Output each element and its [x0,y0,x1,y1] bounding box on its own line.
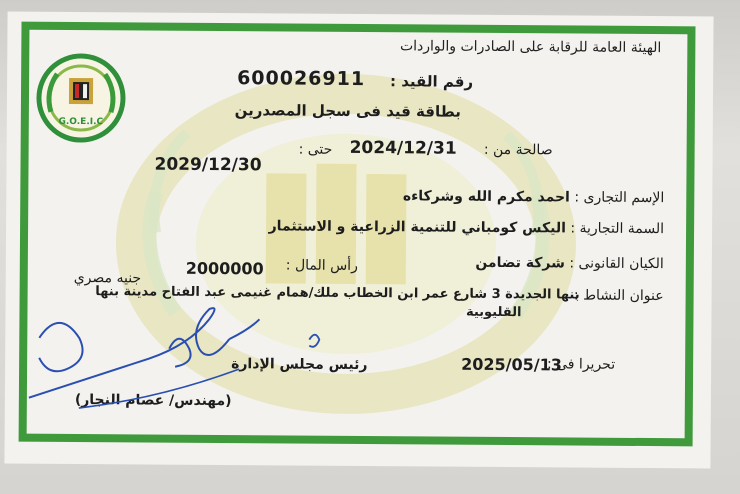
legal-entity-row [475,255,664,272]
activity-address-line2: القليوبية [465,304,522,321]
chairman-title: رئيس مجلس الإدارة [231,356,368,374]
valid-from-label: صالحة من : [483,141,553,159]
capital-value: 2000000 [185,258,264,279]
brand-row [269,218,665,237]
legal-entity-value: شركة تضامن [475,254,565,272]
activity-address-label [574,288,664,305]
activity-address-label-text: عنوان النشاط : [573,287,664,305]
card-title: بطاقة قيد فى سجل المصدرين [234,101,461,121]
activity-address-line1: بنها الجديدة 3 شارع عمر ابن الخطاب ملك/همام غنيمى عبد الفتاح مدينة بنها [95,284,580,303]
brand-label: السمة التجارية : [570,220,665,238]
goeic-logo [31,52,132,145]
handwritten-signature [19,298,340,420]
trade-name-label: الإسم التجارى : [574,189,665,207]
legal-entity-label: الكيان القانونى : [569,255,664,273]
valid-from-date: 2024/12/31 [349,137,457,159]
chairman-name: (مهندس/ عصام النجار) [74,392,232,410]
trade-name-row [403,188,665,206]
registration-number-label: رقم القيد : [390,72,474,91]
issued-on-date: 2025/05/13 [461,354,562,375]
issued-on-label: تحريرا فى : [546,356,616,373]
valid-until-date: 2029/12/30 [154,154,262,176]
valid-until-label: حتى : [298,141,333,158]
authority-name: الهيئة العامة للرقابة على الصادرات والواردات [399,38,662,57]
export-registration-card [4,12,713,469]
brand-value: اليكس كومباني للتنمية الزراعية و الاستثمار [268,218,566,237]
logo-text: G.O.E.I.C [58,116,104,128]
registration-number: 600026911 [237,67,366,91]
trade-name-value: احمد مكرم الله وشركاءه [402,188,570,206]
capital-label: رأس المال : [285,257,358,274]
capital-currency: جنيه مصري [73,270,142,287]
